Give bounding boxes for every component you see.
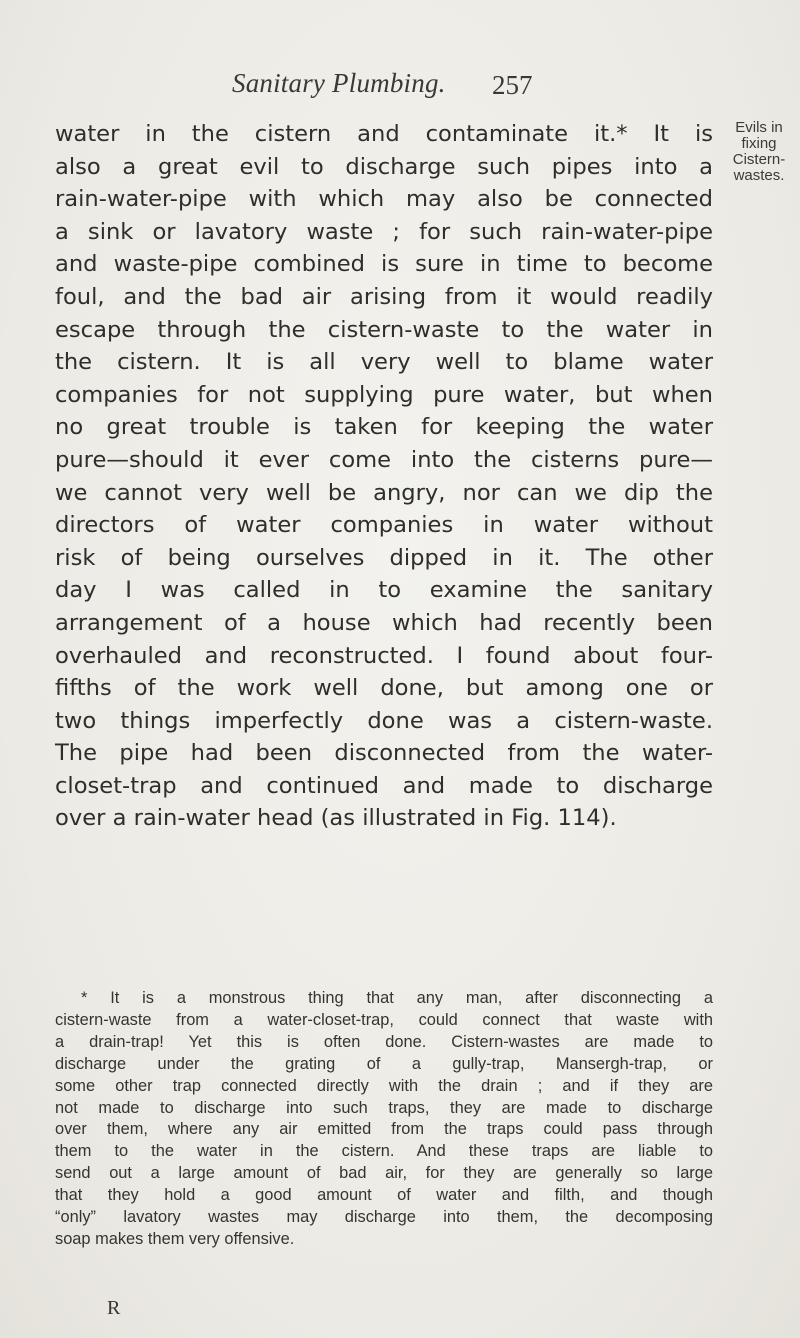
footnote-line: that they hold a good amount of water and filth, and though	[55, 1186, 713, 1205]
body-line: over a rain-water head (as illustrated in Fig. 114).	[55, 805, 617, 832]
body-line: rain-water-pipe with which may also be connected	[55, 186, 713, 213]
margin-note	[722, 120, 796, 184]
body-line: fifths of the work well done, but among one or	[55, 675, 713, 702]
body-line: overhauled and reconstructed. I found about four-	[55, 642, 713, 669]
footnote-line: some other trap connected directly with the drain ; and if they are	[55, 1076, 713, 1095]
body-line: risk of being ourselves dipped in it. The other	[55, 544, 713, 571]
page-number: 257	[492, 70, 533, 100]
body-line: and waste-pipe combined is sure in time to become	[55, 251, 713, 278]
footnote-line: not made to discharge into such traps, they are made to discharge	[55, 1098, 713, 1117]
body-line: two things imperfectly done was a cistern-waste.	[55, 707, 713, 734]
footnote	[55, 988, 713, 1251]
body-line: closet-trap and continued and made to discharge	[55, 772, 713, 799]
footnote-line: soap makes them very offensive.	[55, 1229, 295, 1248]
footnote-line: them to the water in the cistern. And these traps are liable to	[55, 1142, 713, 1161]
body-line: the cistern. It is all very well to blame water	[55, 349, 713, 376]
footnote-line: * It is a monstrous thing that any man, after disconnecting a	[81, 989, 713, 1007]
footnote-line: over them, where any air emitted from the traps could pass through	[55, 1120, 713, 1139]
body-line: directors of water companies in water without	[55, 512, 713, 539]
signature-mark: R	[107, 1297, 121, 1319]
body-line: a sink or lavatory waste ; for such rain-water-pipe	[55, 218, 713, 245]
footnote-line: discharge under the grating of a gully-trap, Mansergh-trap, or	[55, 1054, 713, 1073]
margin-note-line: Cistern-	[732, 151, 786, 168]
margin-note-line: Evils in	[735, 119, 783, 136]
footnote-line: cistern-waste from a water-closet-trap, could connect that waste with	[55, 1010, 713, 1029]
body-line: The pipe had been disconnected from the water-	[55, 740, 713, 767]
body-line: arrangement of a house which had recently been	[55, 609, 713, 636]
margin-note-line: fixing	[741, 135, 777, 152]
body-line: companies for not supplying pure water, but when	[55, 381, 713, 408]
margin-note-line: wastes.	[733, 167, 785, 184]
footnote-line: send out a large amount of bad air, for they are generally so large	[55, 1164, 713, 1183]
body-line: pure—should it ever come into the cisterns pure—	[55, 446, 713, 473]
body-line: water in the cistern and contaminate it.* It is	[55, 121, 713, 147]
body-paragraph	[55, 118, 713, 835]
body-line: no great trouble is taken for keeping the water	[55, 414, 713, 441]
running-head	[0, 68, 800, 108]
body-line: we cannot very well be angry, nor can we dip the	[55, 479, 713, 506]
footnote-line: a drain-trap! Yet this is often done. Cistern-wastes are made to	[55, 1032, 713, 1051]
running-head-title: Sanitary Plumbing.	[232, 68, 446, 98]
body-line: day I was called in to examine the sanitary	[55, 577, 713, 604]
footnote-line: “only” lavatory wastes may discharge into them, the decomposing	[55, 1208, 713, 1227]
body-line: escape through the cistern-waste to the water in	[55, 316, 713, 343]
body-line: foul, and the bad air arising from it would readily	[55, 283, 713, 310]
body-line: also a great evil to discharge such pipes into a	[55, 153, 713, 180]
